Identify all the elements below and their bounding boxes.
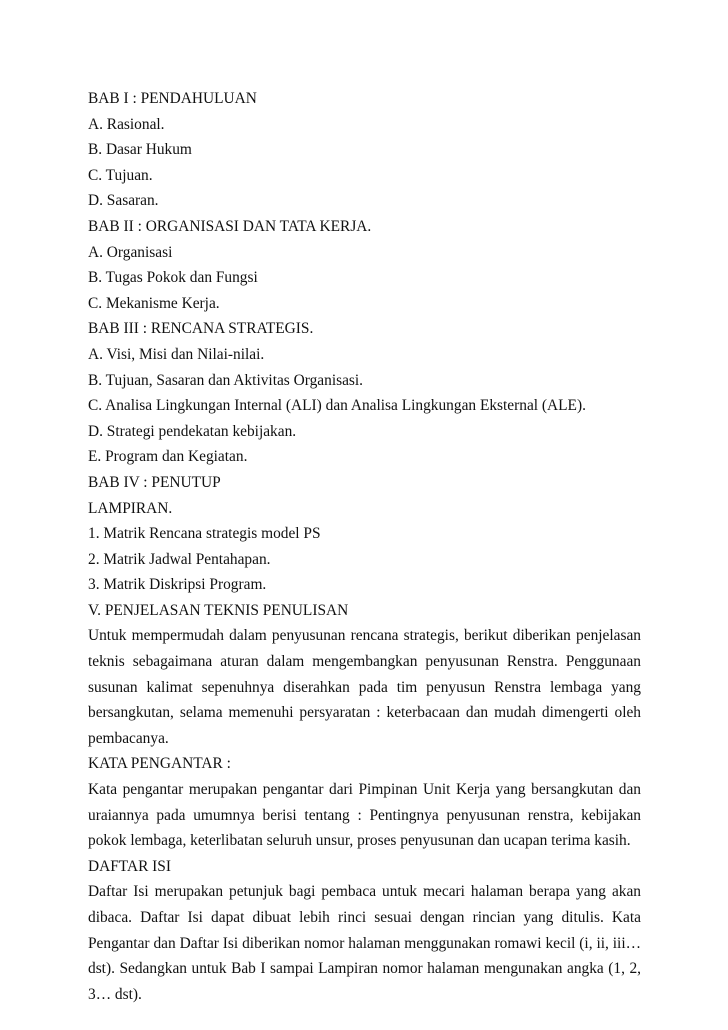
outline-item: B. Tujuan, Sasaran dan Aktivitas Organisasi. xyxy=(88,371,364,389)
outline-list xyxy=(88,86,641,598)
outline-item: A. Rasional. xyxy=(88,115,165,133)
daftar-isi-heading: DAFTAR ISI xyxy=(88,857,171,875)
document-page xyxy=(88,86,641,1007)
outline-item: LAMPIRAN. xyxy=(88,499,173,517)
outline-item: 2. Matrik Jadwal Pentahapan. xyxy=(88,550,271,568)
kata-pengantar-paragraph: Kata pengantar merupakan pengantar dari Pimpinan Unit Kerja yang bersangkutan dan uraiannya pada umumnya berisi tentang : Pentingnya penyusunan renstra, kebijakan pokok lembaga, keterlibatan seluruh unsur, proses penyusunan dan ucapan terima kasih. xyxy=(88,781,641,850)
outline-item: A. Organisasi xyxy=(88,243,173,261)
outline-item: BAB I : PENDAHULUAN xyxy=(88,90,257,107)
outline-item: C. Analisa Lingkungan Internal (ALI) dan Analisa Lingkungan Eksternal (ALE). xyxy=(88,397,586,415)
kata-pengantar-heading: KATA PENGANTAR : xyxy=(88,755,231,773)
section-v-heading: V. PENJELASAN TEKNIS PENULISAN xyxy=(88,601,349,619)
outline-item: BAB III : RENCANA STRATEGIS. xyxy=(88,320,314,338)
outline-item: B. Tugas Pokok dan Fungsi xyxy=(88,269,258,287)
daftar-isi-paragraph: Daftar Isi merupakan petunjuk bagi pembaca untuk mecari halaman berapa yang akan dibaca. Daftar Isi dapat dibuat lebih rinci sesuai dengan rincian yang ditulis. Kata Pengantar dan Daftar Isi diberikan nomor halaman menggunakan romawi kecil (i, ii, iii… dst). Sedangkan untuk Bab I sampai Lampiran nomor halaman mengunakan angka (1, 2, 3… dst). xyxy=(88,883,641,1003)
outline-item: BAB II : ORGANISASI DAN TATA KERJA. xyxy=(88,217,372,235)
outline-item: B. Dasar Hukum xyxy=(88,141,192,159)
outline-item: A. Visi, Misi dan Nilai-nilai. xyxy=(88,345,265,363)
outline-item: BAB IV : PENUTUP xyxy=(88,473,221,491)
outline-item: 3. Matrik Diskripsi Program. xyxy=(88,576,267,594)
outline-item: D. Sasaran. xyxy=(88,192,159,210)
outline-item: C. Mekanisme Kerja. xyxy=(88,294,220,312)
outline-item: D. Strategi pendekatan kebijakan. xyxy=(88,422,297,440)
outline-item: E. Program dan Kegiatan. xyxy=(88,448,248,466)
outline-item: C. Tujuan. xyxy=(88,166,153,184)
section-v-paragraph: Untuk mempermudah dalam penyusunan rencana strategis, berikut diberikan penjelasan teknis sebagaimana aturan dalam mengembangkan penyusunan Renstra. Penggunaan susunan kalimat sepenuhnya diserahkan pada tim penyusun Renstra lembaga yang bersangkutan, selama memenuhi persyaratan : keterbacaan dan mudah dimengerti oleh pembacanya. xyxy=(88,627,641,747)
outline-item: 1. Matrik Rencana strategis model PS xyxy=(88,525,321,543)
